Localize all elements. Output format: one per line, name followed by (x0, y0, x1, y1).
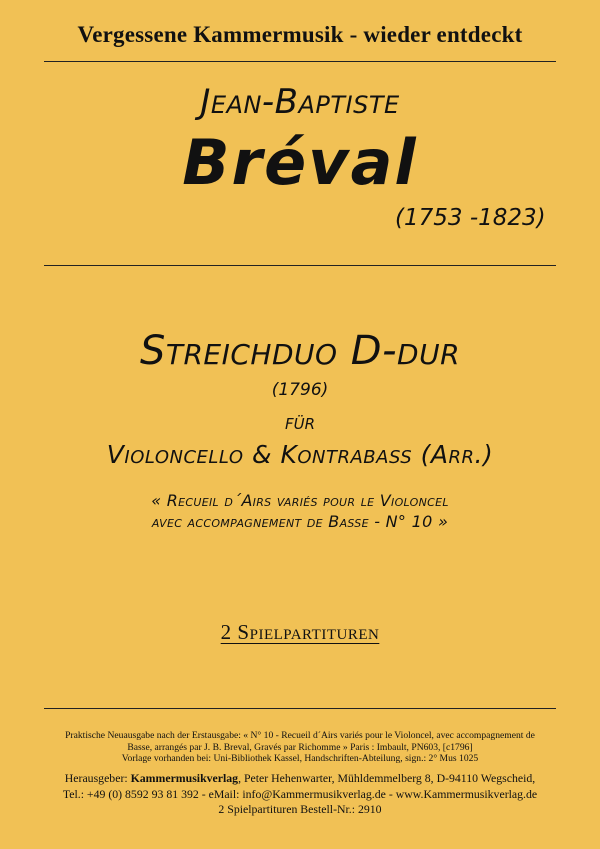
work-title: Streichduo D-dur (139, 328, 461, 374)
publisher-contact: Tel.: +49 (0) 8592 93 81 392 - eMail: info@Kammermusikverlag.de - www.Kammermusikverlag.de (62, 786, 538, 801)
original-title-line-1: « Recueil d´Airs variés pour le Violoncel (151, 491, 449, 510)
original-title (0, 490, 600, 532)
publisher-address: , Peter Hehenwarter, Mühldemmelberg 8, D-94110 Wegscheid, (238, 771, 536, 785)
source-note-line-2: Basse, arrangés par J. B. Breval, Gravés par Richomme » Paris : Imbault, PN603, [c1796] (127, 741, 473, 753)
publisher-info (0, 771, 600, 818)
divider-middle (44, 265, 556, 266)
composer-first-name: Jean-Baptiste (200, 82, 400, 122)
order-number: 2 Spielpartituren Bestell-Nr.: 2910 (218, 802, 382, 816)
source-note-line-3: Vorlage vorhanden bei: Uni-Bibliothek Kassel, Handschriften-Abteilung, sign.: 2° Mus 1025 (121, 753, 479, 764)
composer-lifespan: (1753 -1823) (395, 205, 546, 231)
series-title: Vergessene Kammermusik - wieder entdeckt (77, 22, 523, 47)
edition-parts (0, 620, 600, 645)
work-year: (1796) (271, 380, 329, 400)
source-note (40, 730, 560, 765)
publisher-prefix: Herausgeber: (64, 771, 131, 785)
original-title-line-2: avec accompagnement de Basse - N° 10 » (151, 512, 449, 531)
publisher-line (0, 771, 600, 787)
divider-top (44, 61, 556, 62)
composer-last-name: Bréval (182, 126, 418, 199)
edition-parts-label: 2 Spielpartituren (220, 620, 380, 644)
publisher-name: Kammermusikverlag (130, 771, 239, 785)
divider-bottom (44, 708, 556, 709)
instrumentation: Violoncello & Kontrabass (Arr.) (106, 440, 494, 469)
for-label: für (284, 410, 316, 435)
source-note-line-1: Praktische Neuausgabe nach der Erstausgabe: « N° 10 - Recueil d´Airs variés pour le Violoncel, avec accompagnement de (65, 730, 535, 741)
